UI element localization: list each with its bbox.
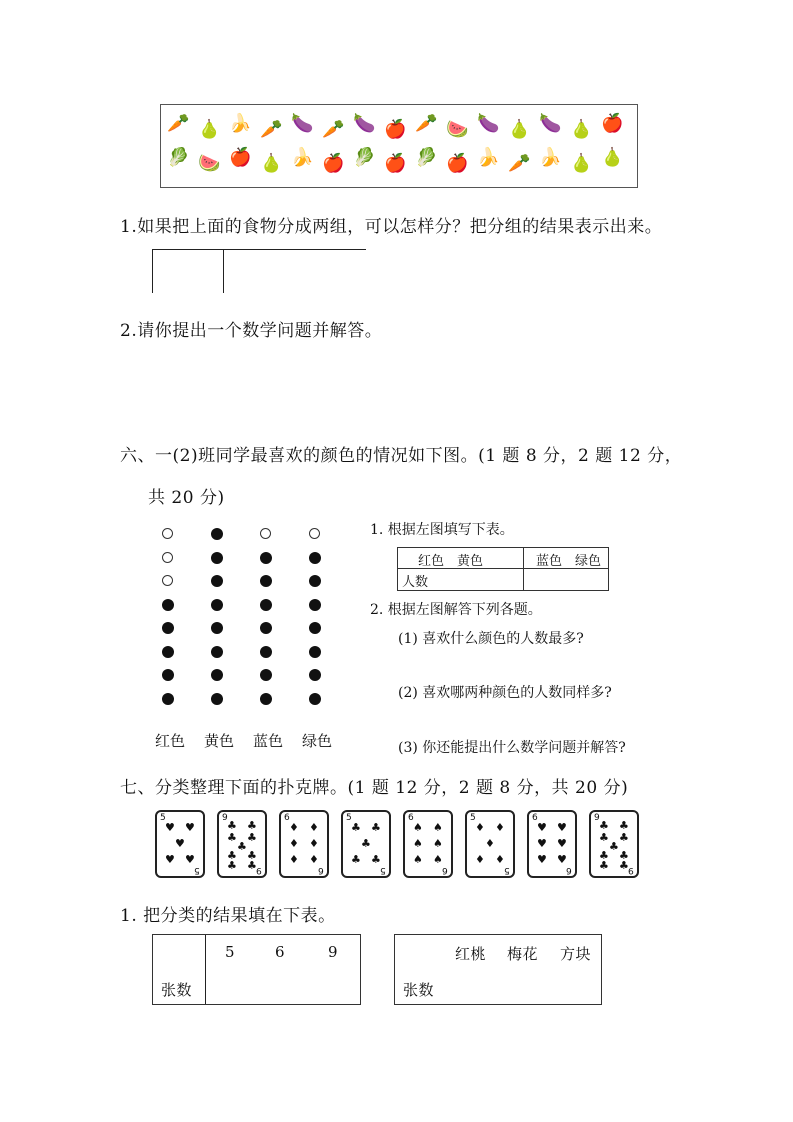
pear-icon: 🍐	[570, 119, 593, 140]
card-suit-pip: ♥	[537, 853, 547, 866]
question-5-1: 1.如果把上面的食物分成两组，可以怎样分？把分组的结果表示出来。	[120, 217, 663, 237]
filled-dot	[309, 646, 321, 658]
hollow-dot	[162, 552, 173, 563]
hollow-dot	[162, 528, 173, 539]
card-suit-pip: ♥	[165, 821, 175, 834]
banana-icon: 🍌	[539, 147, 562, 168]
suit-table-row-label: 张数	[403, 981, 435, 999]
card-rank: 5	[380, 865, 386, 875]
section-6-title-cont: 共 20 分)	[148, 488, 225, 508]
filled-dot	[211, 552, 223, 564]
carrot-icon: 🥕	[415, 113, 438, 134]
color-count-table	[397, 547, 609, 591]
playing-card	[341, 810, 391, 878]
banana-icon: 🍌	[291, 147, 314, 168]
card-rank: 6	[318, 865, 324, 875]
cabbage-icon: 🥬	[415, 147, 438, 168]
card-rank: 9	[256, 865, 262, 875]
apple-icon: 🍎	[446, 153, 469, 174]
section-6-title: 六、一(2)班同学最喜欢的颜色的情况如下图。(1 题 8 分，2 题 12 分，	[120, 446, 683, 466]
dot-chart-label: 黄色	[204, 732, 235, 750]
question-5-2: 2.请你提出一个数学问题并解答。	[120, 321, 383, 341]
food-image-box	[160, 104, 638, 188]
filled-dot	[309, 622, 321, 634]
playing-card	[279, 810, 329, 878]
card-suit-pip: ♣	[619, 819, 629, 832]
card-rank: 9	[594, 813, 600, 823]
card-suit-pip: ♠	[433, 821, 443, 834]
card-suit-pip: ♦	[309, 853, 319, 866]
apple-icon: 🍎	[384, 119, 407, 140]
dot-chart-label: 绿色	[302, 732, 333, 750]
card-suit-pip: ♣	[247, 859, 257, 872]
card-suit-pip: ♥	[537, 821, 547, 834]
card-suit-pip: ♦	[289, 837, 299, 850]
card-suit-pip: ♥	[557, 853, 567, 866]
card-suit-pip: ♣	[619, 831, 629, 844]
filled-dot	[162, 646, 174, 658]
card-suit-pip: ♣	[599, 819, 609, 832]
card-suit-pip: ♣	[227, 859, 237, 872]
card-suit-pip: ♣	[247, 819, 257, 832]
cabbage-icon: 🥬	[167, 147, 190, 168]
card-suit-pip: ♠	[433, 853, 443, 866]
rank-table-row-label: 张数	[161, 981, 193, 999]
pear-icon: 🍐	[260, 153, 283, 174]
filled-dot	[260, 622, 272, 634]
sort-table-top-line	[152, 249, 366, 250]
card-suit-pip: ♣	[351, 821, 361, 834]
filled-dot	[162, 622, 174, 634]
section-6-sub2-q3: (3) 你还能提出什么数学问题并解答?	[398, 740, 626, 756]
card-suit-pip: ♣	[227, 831, 237, 844]
card-suit-pip: ♣	[247, 849, 257, 862]
card-suit-pip: ♠	[413, 853, 423, 866]
filled-dot	[162, 669, 174, 681]
eggplant-icon: 🍆	[539, 113, 562, 134]
section-6-sub2-q1: (1) 喜欢什么颜色的人数最多?	[398, 631, 584, 647]
filled-dot	[211, 693, 223, 705]
card-rank: 6	[408, 813, 414, 823]
apple-icon: 🍎	[229, 147, 252, 168]
section-6-sub2-q2: (2) 喜欢哪两种颜色的人数同样多?	[398, 685, 612, 701]
filled-dot	[309, 599, 321, 611]
color-table-header-left: 红色 黄色	[418, 554, 484, 569]
playing-card	[465, 810, 515, 878]
card-suit-pip: ♣	[351, 853, 361, 866]
card-suit-pip: ♣	[237, 840, 247, 853]
filled-dot	[309, 693, 321, 705]
card-suit-pip: ♣	[599, 831, 609, 844]
filled-dot	[211, 622, 223, 634]
card-suit-pip: ♦	[475, 821, 485, 834]
apple-icon: 🍎	[322, 153, 345, 174]
filled-dot	[309, 552, 321, 564]
color-table-row-label: 人数	[402, 575, 429, 590]
card-rank: 6	[532, 813, 538, 823]
rank-count-table	[152, 934, 361, 1005]
rank-header-5: 5	[225, 943, 236, 961]
card-rank: 6	[442, 865, 448, 875]
section-7-title: 七、分类整理下面的扑克牌。(1 题 12 分，2 题 8 分，共 20 分)	[120, 778, 629, 798]
section-6-sub2: 2. 根据左图解答下列各题。	[370, 602, 542, 618]
card-suit-pip: ♥	[185, 853, 195, 866]
card-suit-pip: ♦	[475, 853, 485, 866]
filled-dot	[309, 575, 321, 587]
card-suit-pip: ♣	[361, 837, 371, 850]
filled-dot	[260, 552, 272, 564]
color-table-header-right: 蓝色 绿色	[536, 554, 602, 569]
card-suit-pip: ♣	[371, 821, 381, 834]
watermelon-icon: 🍉	[198, 153, 221, 174]
card-suit-pip: ♦	[309, 837, 319, 850]
playing-card	[217, 810, 267, 878]
filled-dot	[260, 646, 272, 658]
filled-dot	[260, 693, 272, 705]
card-suit-pip: ♥	[165, 853, 175, 866]
filled-dot	[211, 646, 223, 658]
card-suit-pip: ♦	[309, 821, 319, 834]
card-rank: 9	[628, 865, 634, 875]
card-suit-pip: ♣	[599, 849, 609, 862]
hollow-dot	[309, 528, 320, 539]
section-7-sub1: 1. 把分类的结果填在下表。	[120, 906, 336, 926]
card-suit-pip: ♥	[557, 821, 567, 834]
card-suit-pip: ♣	[247, 831, 257, 844]
carrot-icon: 🥕	[508, 153, 531, 174]
suit-header-clubs: 梅花	[507, 945, 539, 963]
card-suit-pip: ♦	[495, 821, 505, 834]
filled-dot	[211, 575, 223, 587]
card-suit-pip: ♠	[413, 837, 423, 850]
playing-card	[403, 810, 453, 878]
card-suit-pip: ♣	[227, 819, 237, 832]
card-suit-pip: ♦	[289, 853, 299, 866]
dot-chart-label: 蓝色	[253, 732, 284, 750]
card-rank: 5	[160, 813, 166, 823]
carrot-icon: 🥕	[260, 119, 283, 140]
eggplant-icon: 🍆	[353, 113, 376, 134]
filled-dot	[309, 669, 321, 681]
card-suit-pip: ♦	[289, 821, 299, 834]
card-rank: 5	[504, 865, 510, 875]
dot-chart-label: 红色	[155, 732, 186, 750]
playing-card	[527, 810, 577, 878]
pear-icon: 🍐	[570, 153, 593, 174]
card-suit-pip: ♦	[495, 853, 505, 866]
sort-table-divider	[223, 249, 224, 293]
card-rank: 6	[284, 813, 290, 823]
card-suit-pip: ♣	[609, 840, 619, 853]
card-suit-pip: ♠	[433, 837, 443, 850]
card-suit-pip: ♠	[413, 821, 423, 834]
card-suit-pip: ♣	[371, 853, 381, 866]
card-rank: 5	[194, 865, 200, 875]
suit-header-hearts: 红桃	[455, 945, 487, 963]
eggplant-icon: 🍆	[477, 113, 500, 134]
hollow-dot	[162, 575, 173, 586]
eggplant-icon: 🍆	[291, 113, 314, 134]
card-suit-pip: ♣	[227, 849, 237, 862]
suit-count-table	[394, 934, 602, 1005]
filled-dot	[162, 693, 174, 705]
filled-dot	[211, 669, 223, 681]
filled-dot	[260, 669, 272, 681]
suit-header-diamonds: 方块	[560, 945, 592, 963]
card-suit-pip: ♥	[175, 837, 185, 850]
banana-icon: 🍌	[477, 147, 500, 168]
sort-table-left-line	[152, 249, 153, 293]
card-rank: 5	[346, 813, 352, 823]
apple-icon: 🍎	[384, 153, 407, 174]
card-rank: 6	[566, 865, 572, 875]
filled-dot	[211, 599, 223, 611]
card-suit-pip: ♥	[537, 837, 547, 850]
pear-icon: 🍐	[601, 147, 624, 168]
cabbage-icon: 🥬	[353, 147, 376, 168]
card-suit-pip: ♥	[557, 837, 567, 850]
card-suit-pip: ♣	[599, 859, 609, 872]
watermelon-icon: 🍉	[446, 119, 469, 140]
card-rank: 5	[470, 813, 476, 823]
card-suit-pip: ♦	[485, 837, 495, 850]
filled-dot	[260, 575, 272, 587]
pear-icon: 🍐	[198, 119, 221, 140]
filled-dot	[260, 599, 272, 611]
apple-icon: 🍎	[601, 113, 624, 134]
carrot-icon: 🥕	[322, 119, 345, 140]
playing-card	[589, 810, 639, 878]
filled-dot	[162, 599, 174, 611]
color-dot-chart	[150, 520, 350, 755]
rank-header-9: 9	[328, 943, 339, 961]
hollow-dot	[260, 528, 271, 539]
playing-card	[155, 810, 205, 878]
filled-dot	[211, 528, 223, 540]
card-rank: 9	[222, 813, 228, 823]
carrot-icon: 🥕	[167, 113, 190, 134]
banana-icon: 🍌	[229, 113, 252, 134]
pear-icon: 🍐	[508, 119, 531, 140]
card-suit-pip: ♣	[619, 849, 629, 862]
card-suit-pip: ♣	[619, 859, 629, 872]
rank-header-6: 6	[275, 943, 286, 961]
card-suit-pip: ♥	[185, 821, 195, 834]
section-6-sub1: 1. 根据左图填写下表。	[370, 522, 514, 538]
